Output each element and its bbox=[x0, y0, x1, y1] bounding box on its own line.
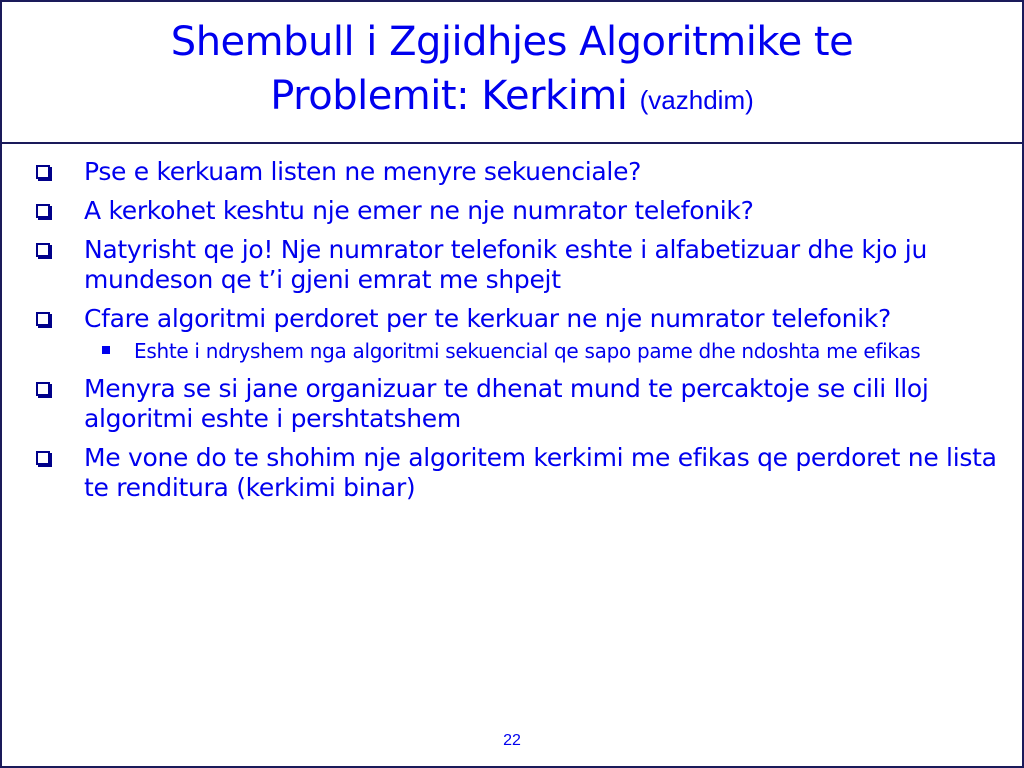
slide-subtitle: (vazhdim) bbox=[639, 85, 754, 115]
sub-bullet-item bbox=[32, 339, 1002, 364]
bullet-item bbox=[32, 304, 1002, 334]
bullet-item bbox=[32, 196, 1002, 226]
slide-title-text: Problemit: Kerkimi bbox=[270, 73, 628, 119]
bullet-text: Me vone do te shohim nje algoritem kerkimi me efikas qe perdoret ne lista te renditura (kerkimi binar) bbox=[84, 443, 997, 502]
checkbox-icon bbox=[36, 451, 50, 465]
slide-title-line2 bbox=[2, 72, 1022, 124]
bullet-item bbox=[32, 374, 1002, 434]
bullet-text: Pse e kerkuam listen ne menyre sekuenciale? bbox=[84, 157, 642, 186]
bullet-text: A kerkohet keshtu nje emer ne nje numrator telefonik? bbox=[84, 196, 754, 225]
bullet-item bbox=[32, 443, 1002, 503]
bullet-item bbox=[32, 157, 1002, 187]
bullet-text: Cfare algoritmi perdoret per te kerkuar ne nje numrator telefonik? bbox=[84, 304, 891, 333]
bullet-item bbox=[32, 235, 1002, 295]
page-number: 22 bbox=[503, 732, 521, 749]
bullet-text: Menyra se si jane organizuar te dhenat mund te percaktoje se cili lloj algoritmi eshte i pershtatshem bbox=[84, 374, 929, 433]
title-box bbox=[2, 2, 1022, 144]
checkbox-icon bbox=[36, 165, 50, 179]
square-bullet-icon bbox=[102, 346, 110, 354]
bullet-text: Natyrisht qe jo! Nje numrator telefonik eshte i alfabetizuar dhe kjo ju mundeson qe t’i gjeni emrat me shpejt bbox=[84, 235, 927, 294]
checkbox-icon bbox=[36, 204, 50, 218]
checkbox-icon bbox=[36, 312, 50, 326]
sub-bullet-text: Eshte i ndryshem nga algoritmi sekuencial qe sapo pame dhe ndoshta me efikas bbox=[134, 339, 921, 363]
slide-title-line1: Shembull i Zgjidhjes Algoritmike te bbox=[170, 19, 854, 65]
bullet-list bbox=[32, 157, 1002, 512]
checkbox-icon bbox=[36, 382, 50, 396]
checkbox-icon bbox=[36, 243, 50, 257]
